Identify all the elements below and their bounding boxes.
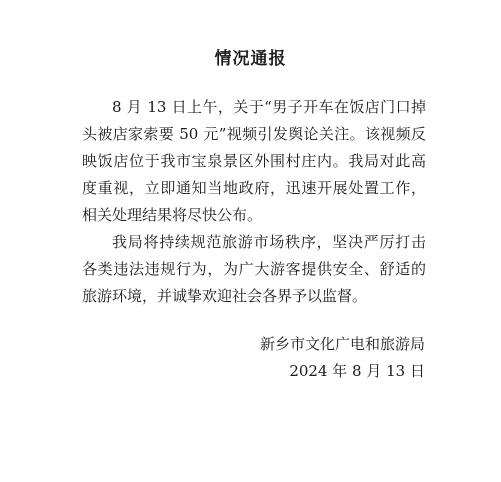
paragraph-commitment: 我局将持续规范旅游市场秩序，坚决严厉打击各类违法违规行为，为广大游客提供安全、舒适的旅游环境，并诚挚欢迎社会各界予以监督。 bbox=[82, 233, 426, 305]
paragraph-incident: 8 月 13 日上午，关于“男子开车在饭店门口掉头被店家索要 50 元”视频引发舆论关注。该视频反映饭店位于我市宝泉景区外围村庄内。我局对此高度重视，立即通知当地政府，迅速开展处置工作，相关处理结果将尽快公布。 bbox=[82, 98, 426, 224]
signature-organization: 新乡市文化广电和旅游局 bbox=[259, 335, 425, 353]
signature-date: 2024 年 8 月 13 日 bbox=[289, 362, 425, 380]
document-title: 情况通报 bbox=[214, 49, 287, 69]
